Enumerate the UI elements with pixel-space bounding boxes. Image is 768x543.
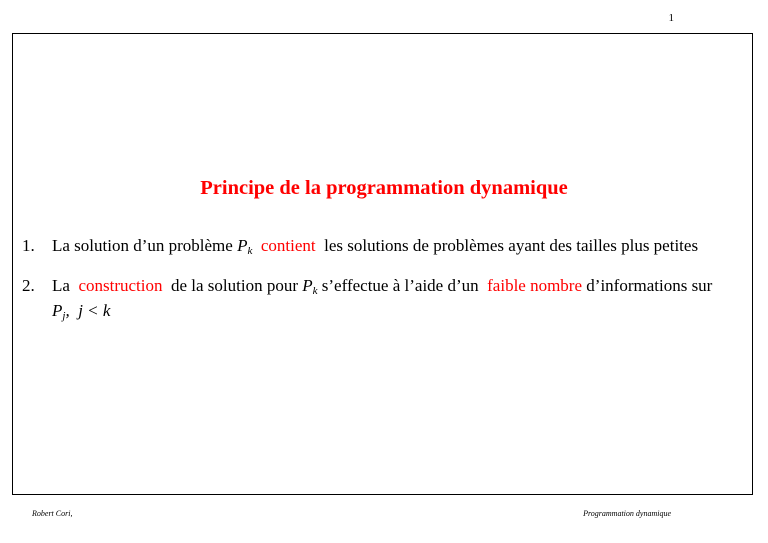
page-number: 1 xyxy=(668,12,674,24)
footer-subject: Programmation dynamique xyxy=(583,509,671,518)
principle-item-1 xyxy=(22,233,722,258)
item-text: La solution d’un problème xyxy=(52,236,238,255)
item-number: 1. xyxy=(22,236,35,255)
footer-author: Robert Cori, xyxy=(32,509,73,518)
item-text: La xyxy=(52,276,75,295)
item-number: 2. xyxy=(22,276,35,295)
item-text: d’informations sur xyxy=(586,276,713,295)
math-p-k: $P_k$ xyxy=(302,276,318,297)
keyword-contient: contient xyxy=(260,236,316,255)
math-p-j: $P_j$, j < k xyxy=(52,301,111,322)
keyword-faible-nombre: faible nombre xyxy=(487,276,583,295)
item-text: les solutions de problèmes ayant des tailles plus petites xyxy=(324,236,699,255)
keyword-construction: construction xyxy=(78,276,163,295)
math-p-k: $P_k$ xyxy=(237,236,253,257)
item-text: s’effectue à l’aide d’un xyxy=(317,276,483,295)
principle-item-2 xyxy=(22,273,722,323)
principle-list xyxy=(22,233,722,338)
slide-title: Principe de la programmation dynamique xyxy=(200,177,568,199)
item-text: de la solution pour xyxy=(170,276,303,295)
